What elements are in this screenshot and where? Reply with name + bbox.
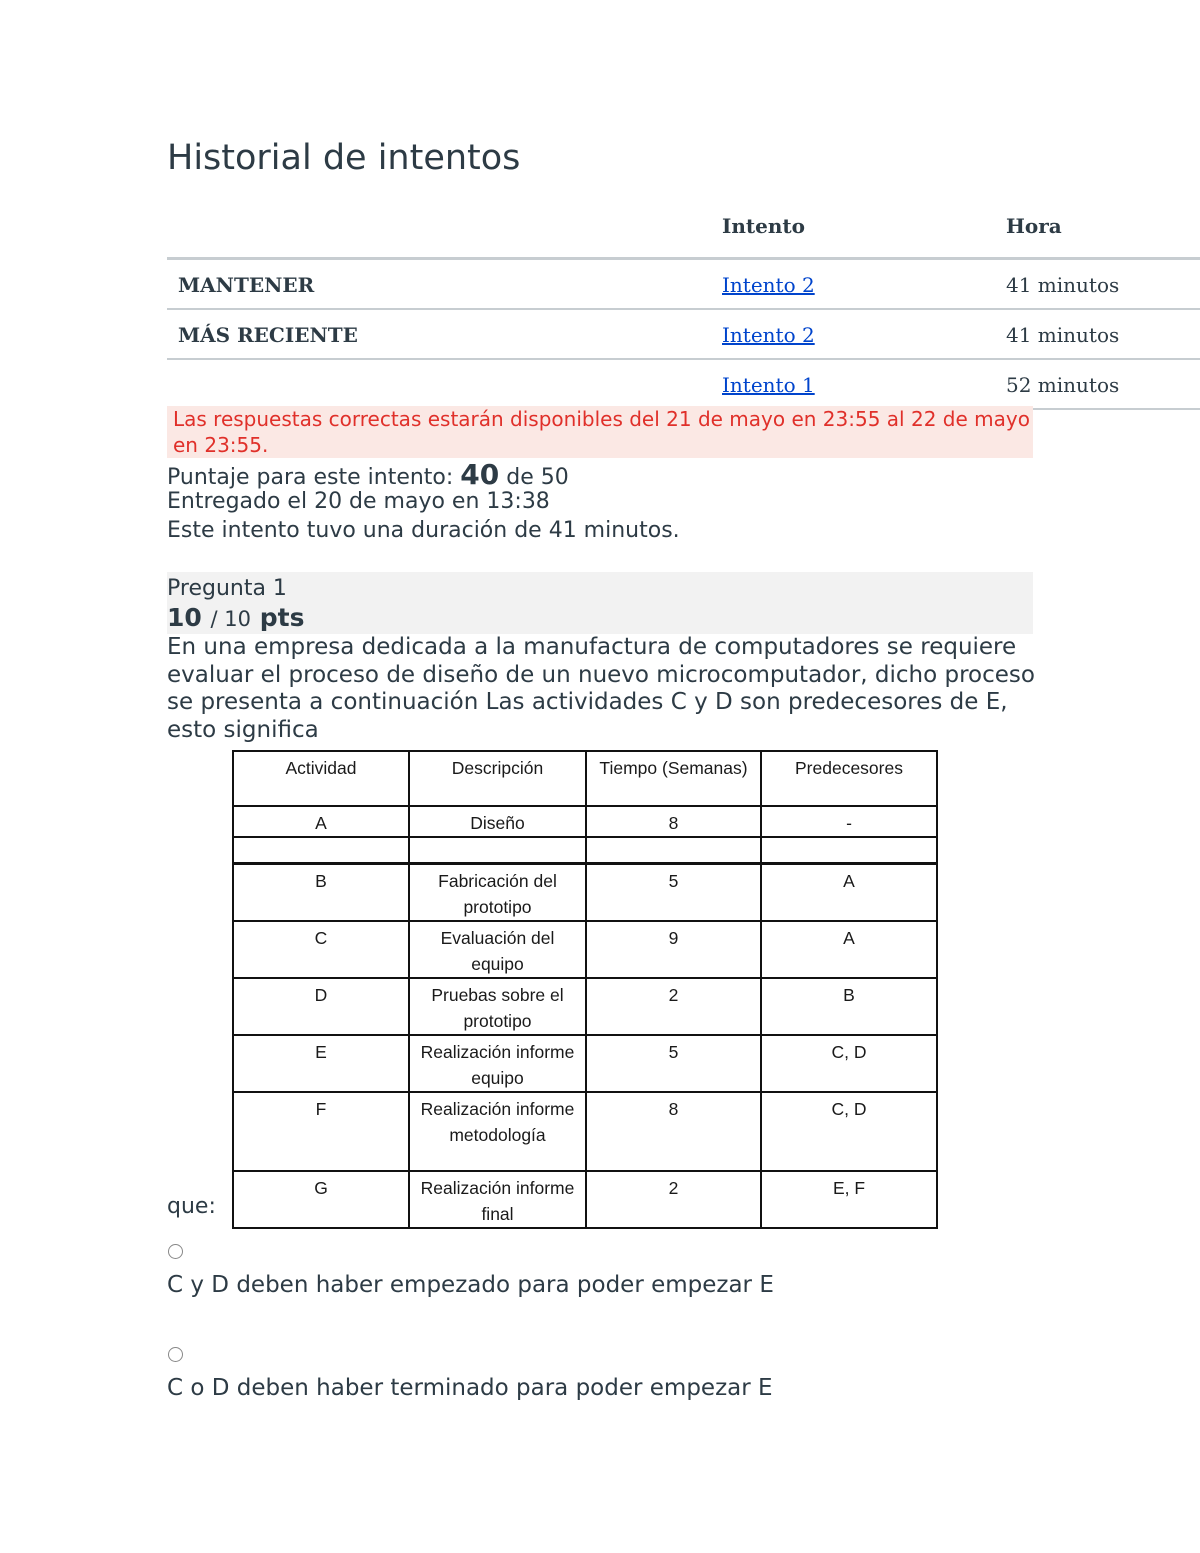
question-text-continuation: que:: [167, 1194, 216, 1219]
activities-cell: C, D: [761, 1092, 937, 1171]
question-label: Pregunta 1: [167, 576, 287, 601]
activities-cell: Evaluación del equipo: [409, 921, 586, 978]
activities-header-cell: Predecesores: [761, 751, 937, 806]
points-unit: pts: [259, 603, 305, 632]
activities-row: [233, 837, 937, 863]
activities-cell: G: [233, 1171, 409, 1228]
activities-table: [232, 750, 938, 1229]
activities-cell: [409, 837, 586, 863]
history-header-attempt: Intento: [722, 214, 805, 238]
attempt-link[interactable]: Intento 1: [722, 373, 815, 397]
activities-cell: A: [761, 863, 937, 921]
score-suffix: de 50: [506, 465, 569, 490]
activities-header-cell: Actividad: [233, 751, 409, 806]
attempt-link[interactable]: Intento 2: [722, 273, 815, 297]
activities-cell: Realización informe equipo: [409, 1035, 586, 1092]
history-row-label: MÁS RECIENTE: [178, 323, 358, 347]
score-prefix: Puntaje para este intento:: [167, 465, 454, 490]
activities-row: [233, 1171, 937, 1228]
activities-cell: 2: [586, 1171, 761, 1228]
activities-row: [233, 921, 937, 978]
history-row: [167, 310, 1200, 360]
activities-cell: 8: [586, 806, 761, 837]
history-header-time: Hora: [1006, 214, 1062, 238]
option-label[interactable]: C y D deben haber empezado para poder empezar E: [167, 1272, 774, 1298]
activities-cell: A: [761, 921, 937, 978]
activities-cell: Diseño: [409, 806, 586, 837]
activities-cell: D: [233, 978, 409, 1035]
activities-cell: Pruebas sobre el prototipo: [409, 978, 586, 1035]
activities-header-cell: Descripción: [409, 751, 586, 806]
history-row: [167, 360, 1200, 410]
question-text: En una empresa dedicada a la manufactura de computadores se requiere evaluar el proceso de diseño de un nuevo microcomputador, dicho proceso se presenta a continuación Las actividades C y D son predecesores de E, esto significa: [167, 634, 1035, 743]
option-radio[interactable]: [168, 1347, 183, 1362]
activities-cell: 9: [586, 921, 761, 978]
page-title: Historial de intentos: [167, 138, 521, 178]
activities-cell: B: [761, 978, 937, 1035]
activities-header-row: [233, 751, 937, 806]
history-row-time: 41 minutos: [1006, 273, 1120, 297]
duration-line: Este intento tuvo una duración de 41 minutos.: [167, 518, 680, 543]
activities-cell: 5: [586, 863, 761, 921]
score-line: [167, 458, 569, 491]
history-header-row: [167, 205, 1200, 260]
points-total: / 10: [210, 607, 251, 631]
option-label[interactable]: C o D deben haber terminado para poder empezar E: [167, 1375, 773, 1401]
history-row-time: 52 minutos: [1006, 373, 1120, 397]
activities-cell: [586, 837, 761, 863]
activities-cell: Fabricación del prototipo: [409, 863, 586, 921]
activities-row: [233, 1092, 937, 1171]
answers-availability-notice: [167, 406, 1033, 458]
activities-row: [233, 978, 937, 1035]
points-earned: 10: [167, 603, 202, 632]
attempt-history-table: [167, 205, 1200, 410]
activities-cell: A: [233, 806, 409, 837]
attempt-link[interactable]: Intento 2: [722, 323, 815, 347]
activities-cell: E: [233, 1035, 409, 1092]
question-points: [167, 603, 304, 632]
notice-text: Las respuestas correctas estarán disponibles del 21 de mayo en 23:55 al 22 de mayo en 23:55.: [173, 407, 1030, 457]
history-row-label: MANTENER: [178, 273, 315, 297]
option-radio[interactable]: [168, 1244, 183, 1259]
activities-cell: [233, 837, 409, 863]
activities-cell: 8: [586, 1092, 761, 1171]
activities-cell: B: [233, 863, 409, 921]
submitted-line: Entregado el 20 de mayo en 13:38: [167, 489, 550, 514]
activities-row: [233, 806, 937, 837]
activities-cell: C: [233, 921, 409, 978]
activities-cell: [761, 837, 937, 863]
activities-cell: Realización informe final: [409, 1171, 586, 1228]
activities-cell: -: [761, 806, 937, 837]
activities-row: [233, 1035, 937, 1092]
history-row-time: 41 minutos: [1006, 323, 1120, 347]
activities-header-cell: Tiempo (Semanas): [586, 751, 761, 806]
history-row: [167, 260, 1200, 310]
activities-cell: C, D: [761, 1035, 937, 1092]
score-value: 40: [460, 458, 500, 491]
activities-cell: Realización informe metodología: [409, 1092, 586, 1171]
activities-cell: F: [233, 1092, 409, 1171]
activities-cell: E, F: [761, 1171, 937, 1228]
activities-cell: 2: [586, 978, 761, 1035]
question-header: [167, 572, 1033, 634]
activities-row: [233, 863, 937, 921]
activities-cell: 5: [586, 1035, 761, 1092]
